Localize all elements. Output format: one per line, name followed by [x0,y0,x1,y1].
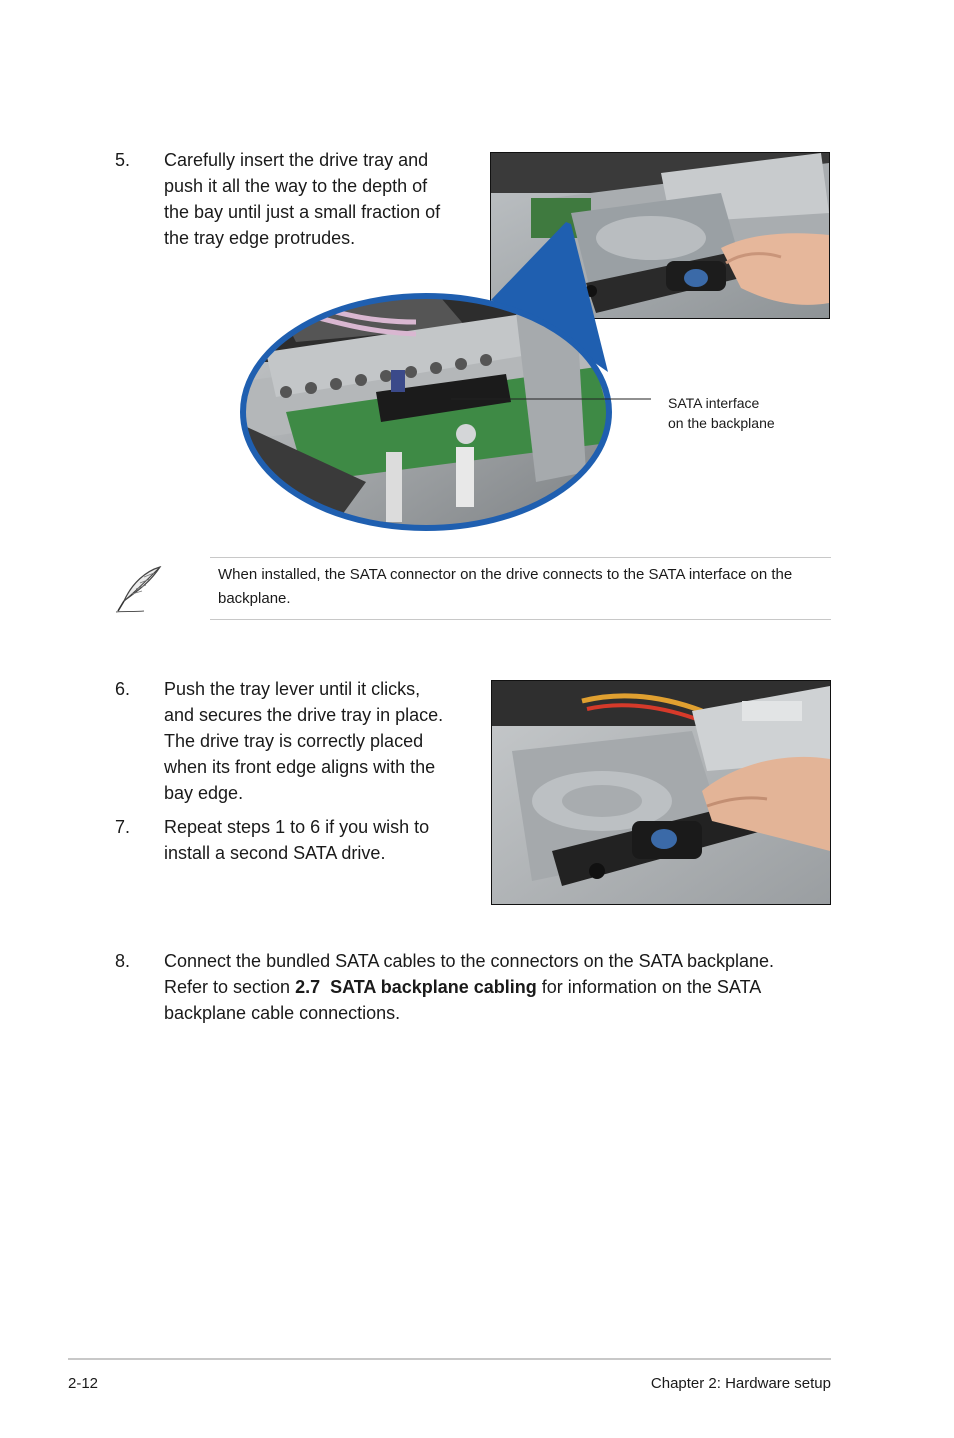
chapter-title: Chapter 2: Hardware setup [650,1375,831,1392]
tray-lever-photo [491,680,831,905]
step-8-text [164,948,844,1026]
step-8-line-2 [164,974,844,1000]
sata-interface-callout: SATA interface on the backplane [668,395,775,431]
step-8-line-1: Connect the bundled SATA cables to the connectors on the SATA backplane. [164,951,775,971]
step-7-text: Repeat steps 1 to 6 if you wish to install a second SATA drive. [164,817,430,863]
step-8-line-3: backplane cable connections. [164,1003,401,1023]
step-6-text: Push the tray lever until it clicks, and secures the drive tray in place. The drive tray is correctly placed when its front edge aligns with the bay edge. [164,679,444,803]
step-8-number: 8. [115,951,131,971]
page-number: 2-12 [68,1375,99,1392]
section-reference[interactable]: 2.7 SATA backplane cabling [295,977,537,997]
note-bottom-rule [210,619,831,620]
step-7-number: 7. [115,817,131,837]
step-6-number: 6. [115,679,131,699]
note-text: When installed, the SATA connector on the drive connects to the SATA interface on the backplane. [218,566,793,607]
footer-rule [68,1358,831,1360]
step-8-line-2-prefix: Refer to section [164,977,296,997]
note-top-rule [210,557,831,558]
feather-pen-icon [114,563,166,615]
backplane-zoom-graphic [236,152,836,537]
step-8-line-2-suffix: for information on the SATA [536,977,762,997]
step-5-text: Carefully insert the drive tray and push it all the way to the depth of the bay until just a small fraction of the tray edge protrudes. [164,150,441,248]
step-5-number: 5. [115,150,131,170]
